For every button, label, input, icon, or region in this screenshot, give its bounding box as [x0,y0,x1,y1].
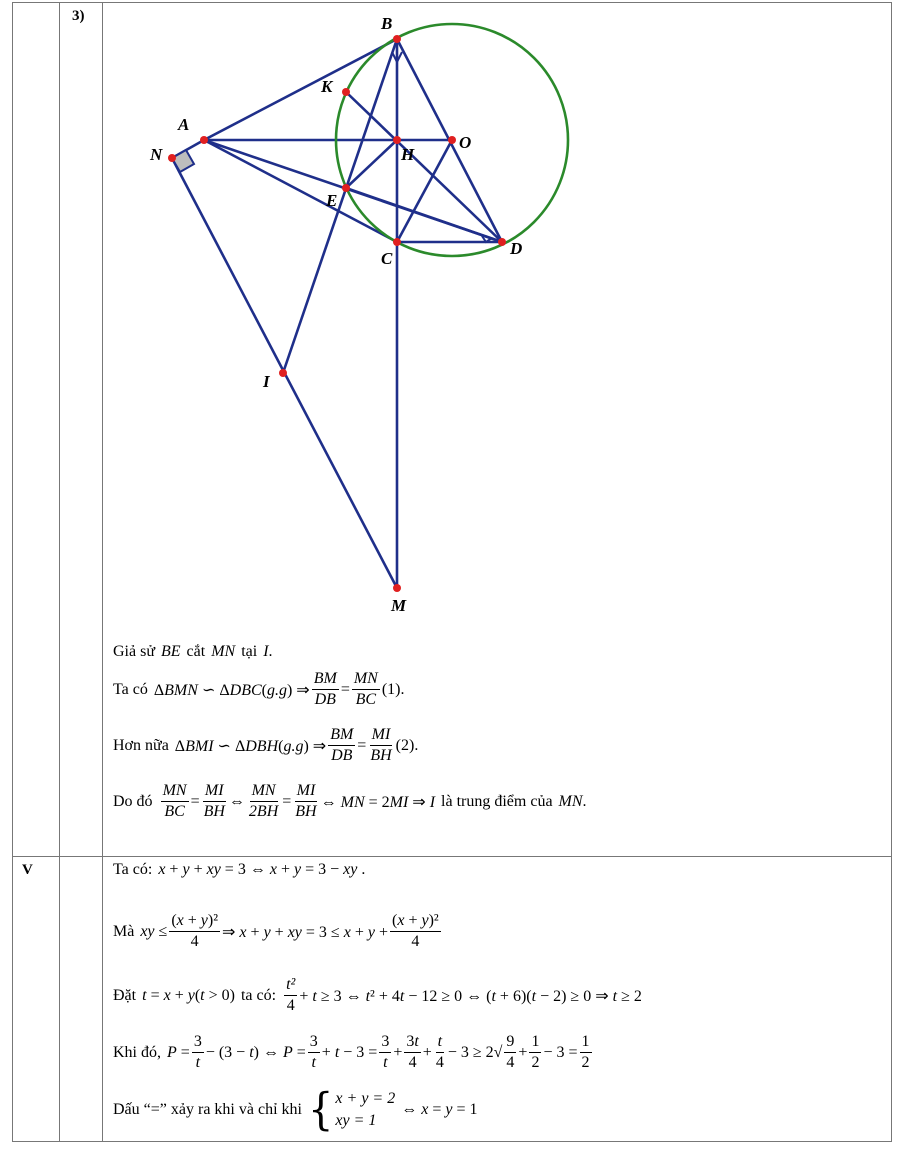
proof-line-1: Ta có: x + y + xy = 3 ⇔ x + y = 3 − xy . [113,861,366,878]
label-point-b: B [381,14,393,33]
question-label-v: V [22,862,33,878]
label-point-d: D [510,239,523,258]
solution-line-3: Hơn nữa ΔBMI ∽ ΔDBH(g.g) ⇒ $\frac{BM}{DB}$ = $\frac{MI}{BH}$ (2). [113,726,419,764]
right-angle-mark-n [172,150,194,172]
point-e [342,184,350,192]
table-row-divider [12,856,892,857]
proof-line-4: Khi đó, P = $\frac{3}{t}$ − (3 − t) ⇔ P = $\frac{3}{t}$ + t − 3 = $\frac{3}{t}$ + $\frac{3t}{4}$ + $\frac{t}{4}$ − 3 ≥ 2√ $\frac{9}{4}$ + $\frac{1}{2}$ − 3 = $\frac{1}{2}$ [113,1033,590,1071]
label-point-h: H [401,145,415,164]
point-b [393,35,401,43]
solution-line-1: Giả sử BE cắt MN tại I . [113,643,273,660]
label-point-e: E [326,191,338,210]
point-i [279,369,287,377]
label-point-o: O [459,133,472,152]
point-k [342,88,350,96]
point-o [448,136,456,144]
label-point-k: K [321,77,333,96]
proof-line-3: Đặt t = x + y(t > 0) ta có: $\frac{\text{t²}}{4}$ + t ≥ 3 ⇔ t² + 4t − 12 ≥ 0 ⇔ (t + 6)(t − 2) ≥ 0 ⇒ t ≥ 2 [113,976,642,1014]
label-point-m: M [391,596,407,615]
label-point-a: A [178,115,190,134]
point-d [498,238,506,246]
solution-line-2: Ta có ΔBMN ∽ ΔDBC(g.g) ⇒ $\frac{BM}{DB}$ = $\frac{MN}{BC}$ (1). [113,670,405,708]
segment-ac [204,140,397,242]
label-point-n: N [150,145,163,164]
proof-line-5: Dấu “=” xảy ra khi và chỉ khi { x + y = 2 xy = 1 ⇔ x = y = 1 [113,1084,478,1136]
part-label-3: 3) [72,8,85,24]
point-h [393,136,401,144]
point-m [393,584,401,592]
solution-line-4: Do đó $\frac{MN}{BC}$ = $\frac{MI}{BH}$ ⇔ $\frac{MN}{2BH}$ = $\frac{MI}{BH}$ ⇔ MN = 2MI ⇒ I là trung điểm của MN . [113,782,587,820]
point-n [168,154,176,162]
table-border-bottom [12,1141,892,1142]
point-c [393,238,401,246]
point-a [200,136,208,144]
label-point-i: I [263,372,270,391]
label-point-c: C [381,249,393,268]
proof-line-2: Mà xy ≤ $\frac{\text{(x + y)²}}{4}$ ⇒ x + y + xy = 3 ≤ x + y + $\frac{\text{(x + y)²}}{4}$ [113,912,439,950]
